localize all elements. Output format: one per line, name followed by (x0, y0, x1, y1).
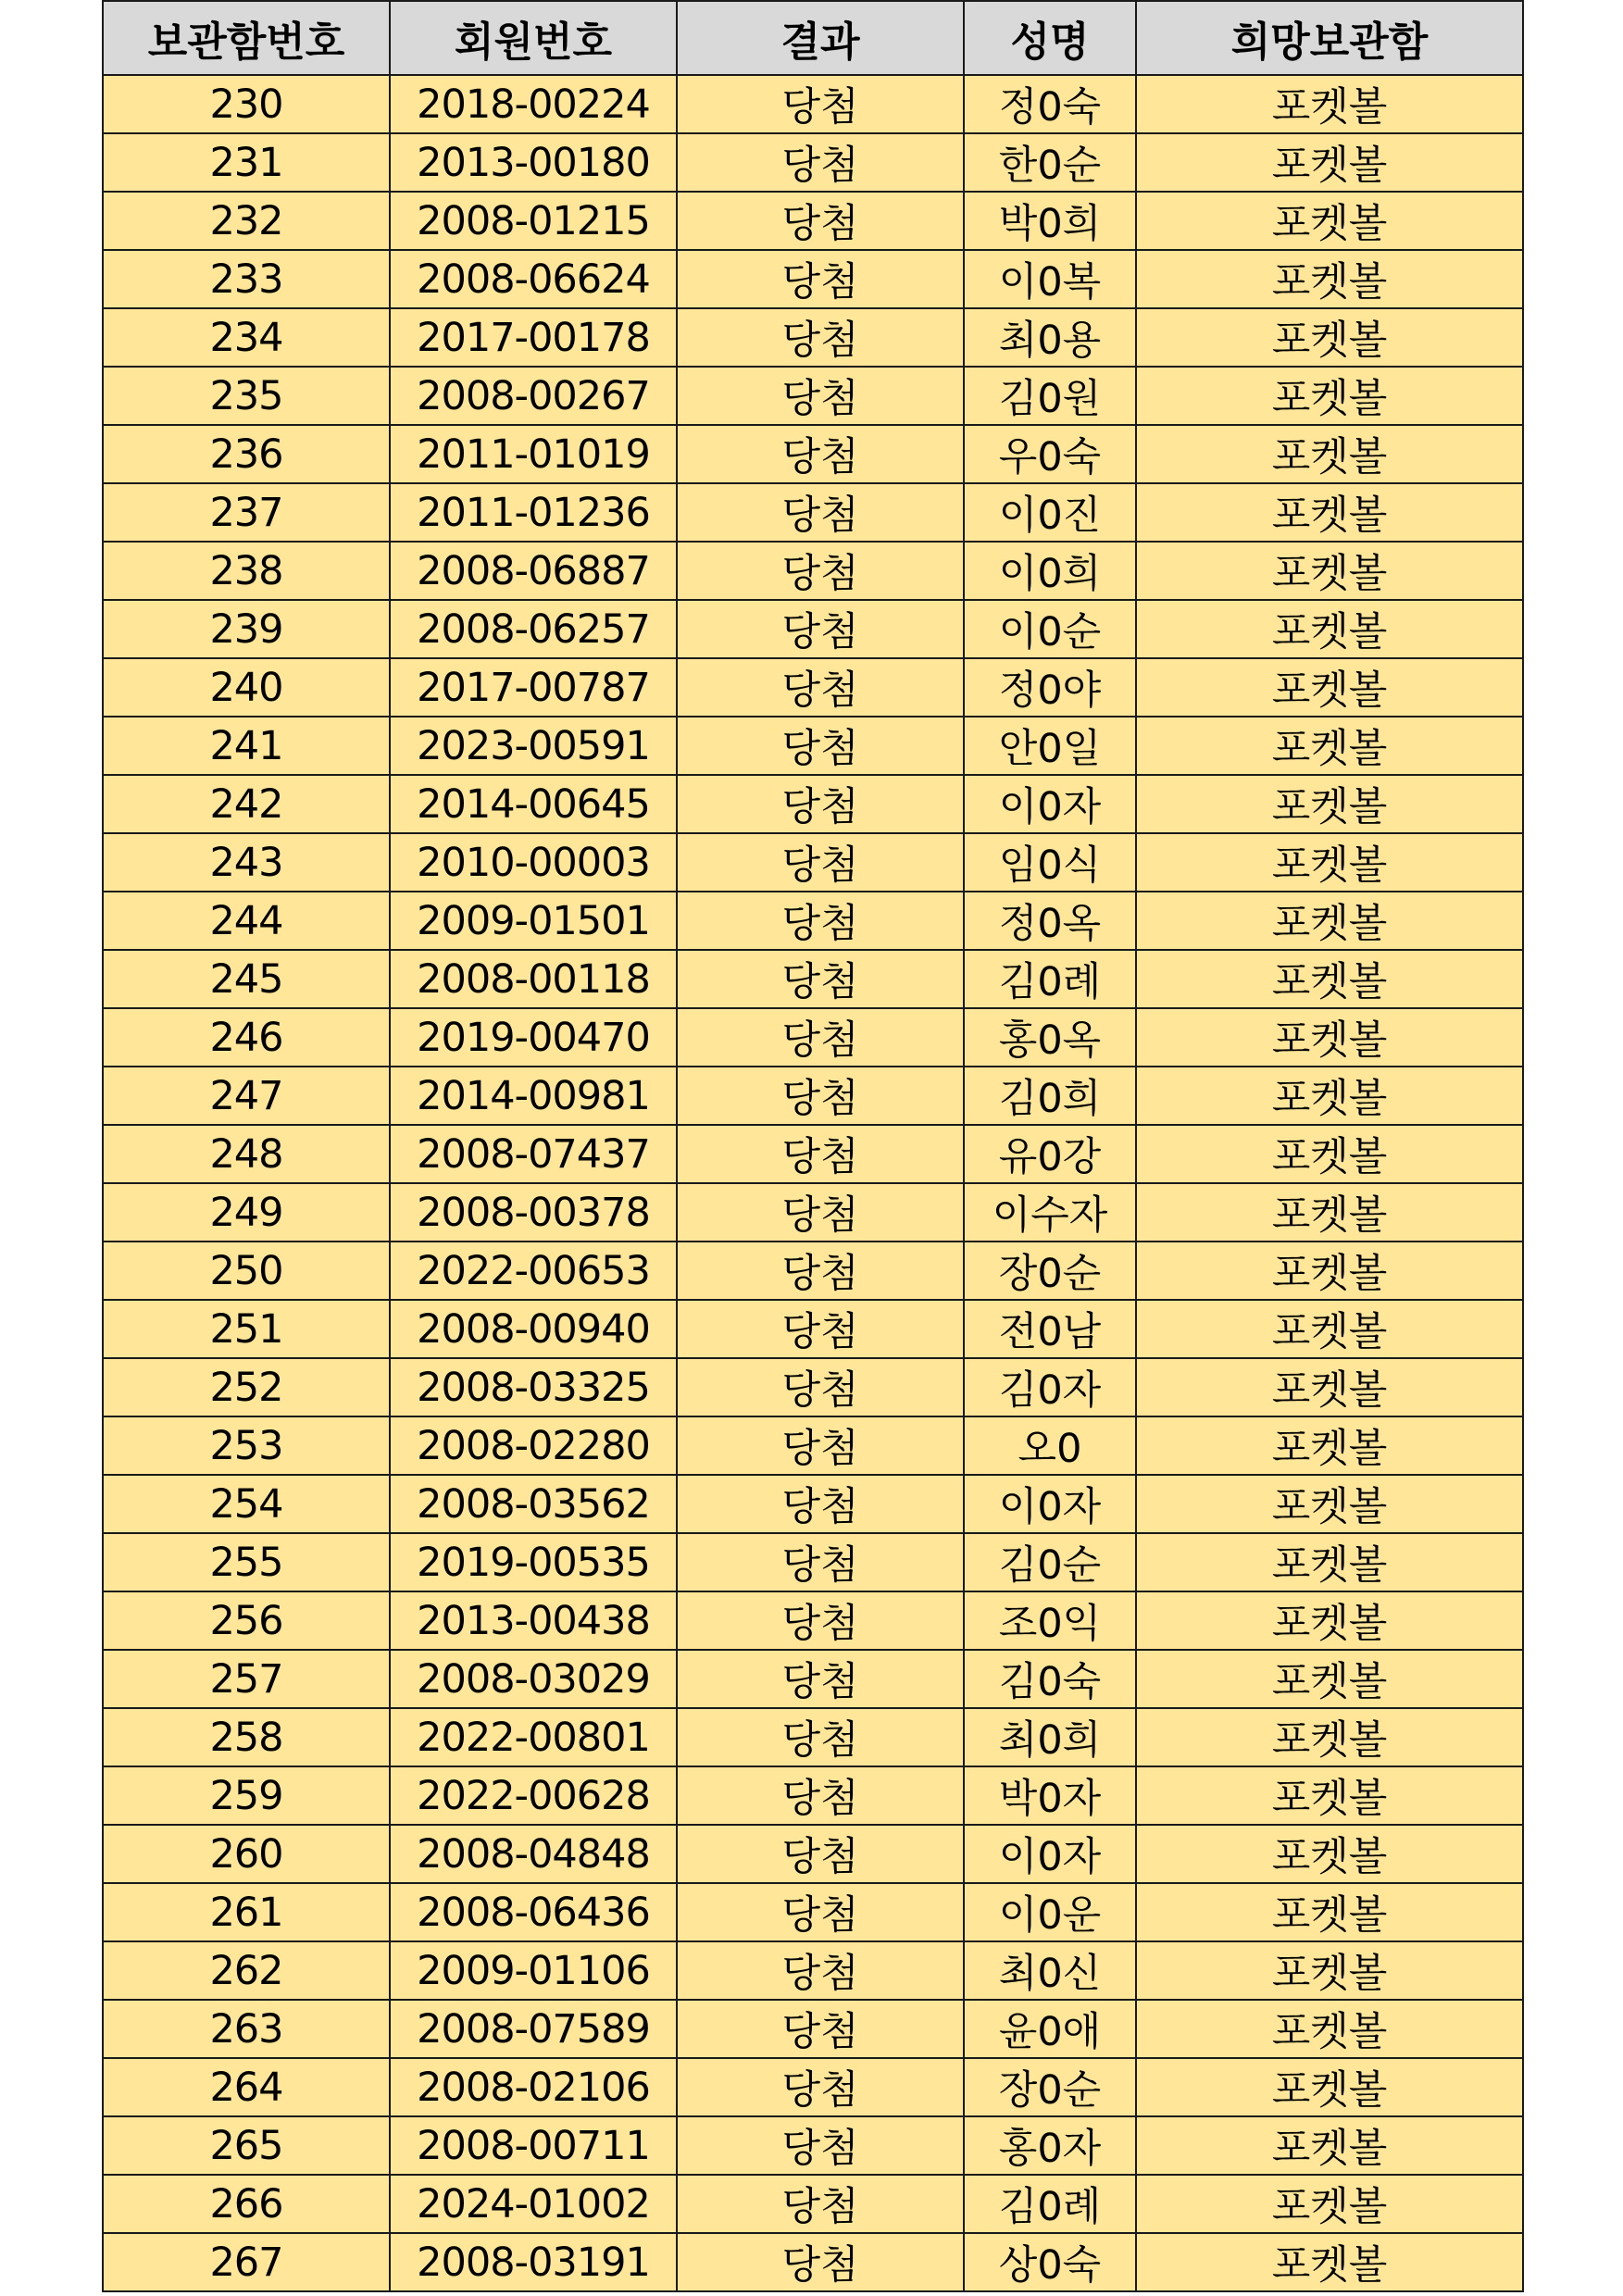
desired-locker-cell: 포켓볼 (1136, 2058, 1523, 2116)
locker-number-cell: 252 (103, 1358, 390, 1416)
table-row (103, 600, 1523, 658)
member-number-cell: 2008-06887 (390, 542, 677, 600)
member-number-cell: 2024-01002 (390, 2175, 677, 2233)
table-row (103, 1533, 1523, 1591)
result-cell: 당첨 (677, 1708, 964, 1766)
header-locker-number: 보관함번호 (103, 1, 390, 75)
member-number-cell: 2008-03562 (390, 1475, 677, 1533)
result-cell: 당첨 (677, 1358, 964, 1416)
name-cell: 박0희 (964, 192, 1136, 250)
desired-locker-cell: 포켓볼 (1136, 1825, 1523, 1883)
member-number-cell: 2014-00645 (390, 775, 677, 833)
table-row (103, 1883, 1523, 1941)
result-cell: 당첨 (677, 2000, 964, 2058)
result-cell: 당첨 (677, 542, 964, 600)
desired-locker-cell: 포켓볼 (1136, 1242, 1523, 1300)
name-cell: 정0숙 (964, 75, 1136, 133)
locker-number-cell: 257 (103, 1650, 390, 1708)
result-cell: 당첨 (677, 1766, 964, 1825)
name-cell: 유0강 (964, 1125, 1136, 1183)
desired-locker-cell: 포켓볼 (1136, 250, 1523, 308)
header-name: 성명 (964, 1, 1136, 75)
result-cell: 당첨 (677, 2175, 964, 2233)
desired-locker-cell: 포켓볼 (1136, 1591, 1523, 1650)
result-cell: 당첨 (677, 1067, 964, 1125)
desired-locker-cell: 포켓볼 (1136, 600, 1523, 658)
table-row (103, 1300, 1523, 1358)
member-number-cell: 2023-00591 (390, 717, 677, 775)
table-row (103, 658, 1523, 717)
result-cell: 당첨 (677, 75, 964, 133)
result-cell: 당첨 (677, 1475, 964, 1533)
locker-number-cell: 236 (103, 425, 390, 483)
table-row (103, 2000, 1523, 2058)
locker-number-cell: 261 (103, 1883, 390, 1941)
desired-locker-cell: 포켓볼 (1136, 717, 1523, 775)
member-number-cell: 2008-02106 (390, 2058, 677, 2116)
locker-number-cell: 249 (103, 1183, 390, 1242)
locker-number-cell: 246 (103, 1008, 390, 1067)
locker-number-cell: 263 (103, 2000, 390, 2058)
locker-lottery-table (102, 0, 1524, 2292)
locker-number-cell: 253 (103, 1416, 390, 1475)
name-cell: 김0원 (964, 367, 1136, 425)
member-number-cell: 2022-00628 (390, 1766, 677, 1825)
name-cell: 임0식 (964, 833, 1136, 892)
table-row (103, 2058, 1523, 2116)
member-number-cell: 2019-00470 (390, 1008, 677, 1067)
result-cell: 당첨 (677, 1591, 964, 1650)
desired-locker-cell: 포켓볼 (1136, 1067, 1523, 1125)
locker-number-cell: 239 (103, 600, 390, 658)
table-row (103, 892, 1523, 950)
result-cell: 당첨 (677, 1008, 964, 1067)
desired-locker-cell: 포켓볼 (1136, 1008, 1523, 1067)
result-cell: 당첨 (677, 367, 964, 425)
locker-number-cell: 231 (103, 133, 390, 192)
member-number-cell: 2011-01236 (390, 483, 677, 542)
desired-locker-cell: 포켓볼 (1136, 1533, 1523, 1591)
table-row (103, 425, 1523, 483)
result-cell: 당첨 (677, 1941, 964, 2000)
result-cell: 당첨 (677, 250, 964, 308)
result-cell: 당첨 (677, 1533, 964, 1591)
locker-number-cell: 258 (103, 1708, 390, 1766)
name-cell: 최0희 (964, 1708, 1136, 1766)
header-row (103, 1, 1523, 75)
desired-locker-cell: 포켓볼 (1136, 2175, 1523, 2233)
table-row (103, 1650, 1523, 1708)
member-number-cell: 2010-00003 (390, 833, 677, 892)
result-cell: 당첨 (677, 1825, 964, 1883)
member-number-cell: 2008-03325 (390, 1358, 677, 1416)
name-cell: 조0익 (964, 1591, 1136, 1650)
table-body (103, 75, 1523, 2291)
member-number-cell: 2008-03191 (390, 2233, 677, 2291)
name-cell: 이0자 (964, 1825, 1136, 1883)
header-desired-locker: 희망보관함 (1136, 1, 1523, 75)
table-row (103, 308, 1523, 367)
name-cell: 김0순 (964, 1533, 1136, 1591)
result-cell: 당첨 (677, 192, 964, 250)
table-row (103, 1183, 1523, 1242)
name-cell: 상0숙 (964, 2233, 1136, 2291)
table-row (103, 2233, 1523, 2291)
locker-number-cell: 238 (103, 542, 390, 600)
result-cell: 당첨 (677, 425, 964, 483)
desired-locker-cell: 포켓볼 (1136, 1883, 1523, 1941)
name-cell: 이0자 (964, 1475, 1136, 1533)
result-cell: 당첨 (677, 2058, 964, 2116)
locker-number-cell: 264 (103, 2058, 390, 2116)
desired-locker-cell: 포켓볼 (1136, 2000, 1523, 2058)
member-number-cell: 2014-00981 (390, 1067, 677, 1125)
member-number-cell: 2022-00653 (390, 1242, 677, 1300)
locker-number-cell: 240 (103, 658, 390, 717)
member-number-cell: 2008-02280 (390, 1416, 677, 1475)
desired-locker-cell: 포켓볼 (1136, 2233, 1523, 2291)
desired-locker-cell: 포켓볼 (1136, 425, 1523, 483)
desired-locker-cell: 포켓볼 (1136, 1125, 1523, 1183)
name-cell: 김0자 (964, 1358, 1136, 1416)
name-cell: 김0례 (964, 2175, 1136, 2233)
locker-number-cell: 230 (103, 75, 390, 133)
desired-locker-cell: 포켓볼 (1136, 1475, 1523, 1533)
locker-number-cell: 266 (103, 2175, 390, 2233)
table-row (103, 1358, 1523, 1416)
member-number-cell: 2008-04848 (390, 1825, 677, 1883)
name-cell: 이0순 (964, 600, 1136, 658)
desired-locker-cell: 포켓볼 (1136, 1708, 1523, 1766)
member-number-cell: 2008-07437 (390, 1125, 677, 1183)
member-number-cell: 2009-01106 (390, 1941, 677, 2000)
result-cell: 당첨 (677, 1242, 964, 1300)
result-cell: 당첨 (677, 717, 964, 775)
member-number-cell: 2008-06436 (390, 1883, 677, 1941)
locker-number-cell: 248 (103, 1125, 390, 1183)
member-number-cell: 2017-00178 (390, 308, 677, 367)
desired-locker-cell: 포켓볼 (1136, 1300, 1523, 1358)
table-row (103, 1825, 1523, 1883)
locker-number-cell: 232 (103, 192, 390, 250)
name-cell: 김0숙 (964, 1650, 1136, 1708)
name-cell: 윤0애 (964, 2000, 1136, 2058)
name-cell: 전0남 (964, 1300, 1136, 1358)
member-number-cell: 2008-01215 (390, 192, 677, 250)
name-cell: 장0순 (964, 1242, 1136, 1300)
name-cell: 안0일 (964, 717, 1136, 775)
member-number-cell: 2008-00267 (390, 367, 677, 425)
table-row (103, 1067, 1523, 1125)
member-number-cell: 2008-00118 (390, 950, 677, 1008)
desired-locker-cell: 포켓볼 (1136, 833, 1523, 892)
locker-number-cell: 243 (103, 833, 390, 892)
table-row (103, 192, 1523, 250)
name-cell: 김0희 (964, 1067, 1136, 1125)
result-cell: 당첨 (677, 833, 964, 892)
desired-locker-cell: 포켓볼 (1136, 1358, 1523, 1416)
locker-number-cell: 233 (103, 250, 390, 308)
result-cell: 당첨 (677, 1883, 964, 1941)
member-number-cell: 2008-00940 (390, 1300, 677, 1358)
desired-locker-cell: 포켓볼 (1136, 892, 1523, 950)
name-cell: 최0신 (964, 1941, 1136, 2000)
locker-number-cell: 242 (103, 775, 390, 833)
member-number-cell: 2013-00438 (390, 1591, 677, 1650)
result-cell: 당첨 (677, 133, 964, 192)
result-cell: 당첨 (677, 483, 964, 542)
desired-locker-cell: 포켓볼 (1136, 1183, 1523, 1242)
desired-locker-cell: 포켓볼 (1136, 775, 1523, 833)
member-number-cell: 2011-01019 (390, 425, 677, 483)
table-row (103, 542, 1523, 600)
desired-locker-cell: 포켓볼 (1136, 367, 1523, 425)
desired-locker-cell: 포켓볼 (1136, 308, 1523, 367)
desired-locker-cell: 포켓볼 (1136, 1766, 1523, 1825)
header-member-number: 회원번호 (390, 1, 677, 75)
table-row (103, 775, 1523, 833)
table-row (103, 367, 1523, 425)
locker-number-cell: 244 (103, 892, 390, 950)
locker-number-cell: 235 (103, 367, 390, 425)
result-cell: 당첨 (677, 1183, 964, 1242)
table-row (103, 1941, 1523, 2000)
locker-number-cell: 241 (103, 717, 390, 775)
table-row (103, 75, 1523, 133)
result-cell: 당첨 (677, 2233, 964, 2291)
name-cell: 정0야 (964, 658, 1136, 717)
result-cell: 당첨 (677, 1125, 964, 1183)
desired-locker-cell: 포켓볼 (1136, 75, 1523, 133)
table-row (103, 1708, 1523, 1766)
desired-locker-cell: 포켓볼 (1136, 133, 1523, 192)
table-row (103, 1766, 1523, 1825)
desired-locker-cell: 포켓볼 (1136, 2116, 1523, 2175)
desired-locker-cell: 포켓볼 (1136, 1941, 1523, 2000)
result-cell: 당첨 (677, 892, 964, 950)
name-cell: 김0례 (964, 950, 1136, 1008)
locker-number-cell: 259 (103, 1766, 390, 1825)
member-number-cell: 2018-00224 (390, 75, 677, 133)
name-cell: 장0순 (964, 2058, 1136, 2116)
table-row (103, 483, 1523, 542)
result-cell: 당첨 (677, 775, 964, 833)
member-number-cell: 2008-06257 (390, 600, 677, 658)
member-number-cell: 2008-00711 (390, 2116, 677, 2175)
locker-number-cell: 237 (103, 483, 390, 542)
header-result: 결과 (677, 1, 964, 75)
locker-number-cell: 234 (103, 308, 390, 367)
desired-locker-cell: 포켓볼 (1136, 1650, 1523, 1708)
table-row (103, 1125, 1523, 1183)
table-row (103, 833, 1523, 892)
table-row (103, 717, 1523, 775)
name-cell: 오0 (964, 1416, 1136, 1475)
member-number-cell: 2017-00787 (390, 658, 677, 717)
locker-number-cell: 251 (103, 1300, 390, 1358)
name-cell: 홍0옥 (964, 1008, 1136, 1067)
desired-locker-cell: 포켓볼 (1136, 483, 1523, 542)
table-row (103, 2116, 1523, 2175)
result-cell: 당첨 (677, 1650, 964, 1708)
result-cell: 당첨 (677, 308, 964, 367)
member-number-cell: 2013-00180 (390, 133, 677, 192)
result-cell: 당첨 (677, 2116, 964, 2175)
name-cell: 이수자 (964, 1183, 1136, 1242)
result-cell: 당첨 (677, 658, 964, 717)
locker-number-cell: 250 (103, 1242, 390, 1300)
locker-number-cell: 247 (103, 1067, 390, 1125)
result-cell: 당첨 (677, 1416, 964, 1475)
result-cell: 당첨 (677, 1300, 964, 1358)
member-number-cell: 2009-01501 (390, 892, 677, 950)
locker-number-cell: 254 (103, 1475, 390, 1533)
table-row (103, 1008, 1523, 1067)
member-number-cell: 2008-07589 (390, 2000, 677, 2058)
desired-locker-cell: 포켓볼 (1136, 1416, 1523, 1475)
locker-number-cell: 256 (103, 1591, 390, 1650)
table-row (103, 950, 1523, 1008)
locker-number-cell: 260 (103, 1825, 390, 1883)
member-number-cell: 2008-03029 (390, 1650, 677, 1708)
name-cell: 이0자 (964, 775, 1136, 833)
name-cell: 한0순 (964, 133, 1136, 192)
desired-locker-cell: 포켓볼 (1136, 542, 1523, 600)
locker-number-cell: 255 (103, 1533, 390, 1591)
table-row (103, 1416, 1523, 1475)
result-cell: 당첨 (677, 600, 964, 658)
name-cell: 이0운 (964, 1883, 1136, 1941)
table-row (103, 133, 1523, 192)
table-row (103, 250, 1523, 308)
locker-number-cell: 245 (103, 950, 390, 1008)
table-row (103, 1242, 1523, 1300)
member-number-cell: 2008-00378 (390, 1183, 677, 1242)
member-number-cell: 2022-00801 (390, 1708, 677, 1766)
name-cell: 최0용 (964, 308, 1136, 367)
table-row (103, 1591, 1523, 1650)
name-cell: 홍0자 (964, 2116, 1136, 2175)
locker-number-cell: 267 (103, 2233, 390, 2291)
member-number-cell: 2019-00535 (390, 1533, 677, 1591)
name-cell: 이0희 (964, 542, 1136, 600)
desired-locker-cell: 포켓볼 (1136, 192, 1523, 250)
table-row (103, 1475, 1523, 1533)
name-cell: 박0자 (964, 1766, 1136, 1825)
desired-locker-cell: 포켓볼 (1136, 658, 1523, 717)
name-cell: 이0복 (964, 250, 1136, 308)
name-cell: 우0숙 (964, 425, 1136, 483)
name-cell: 이0진 (964, 483, 1136, 542)
member-number-cell: 2008-06624 (390, 250, 677, 308)
name-cell: 정0옥 (964, 892, 1136, 950)
locker-number-cell: 265 (103, 2116, 390, 2175)
locker-number-cell: 262 (103, 1941, 390, 2000)
result-cell: 당첨 (677, 950, 964, 1008)
table-row (103, 2175, 1523, 2233)
desired-locker-cell: 포켓볼 (1136, 950, 1523, 1008)
